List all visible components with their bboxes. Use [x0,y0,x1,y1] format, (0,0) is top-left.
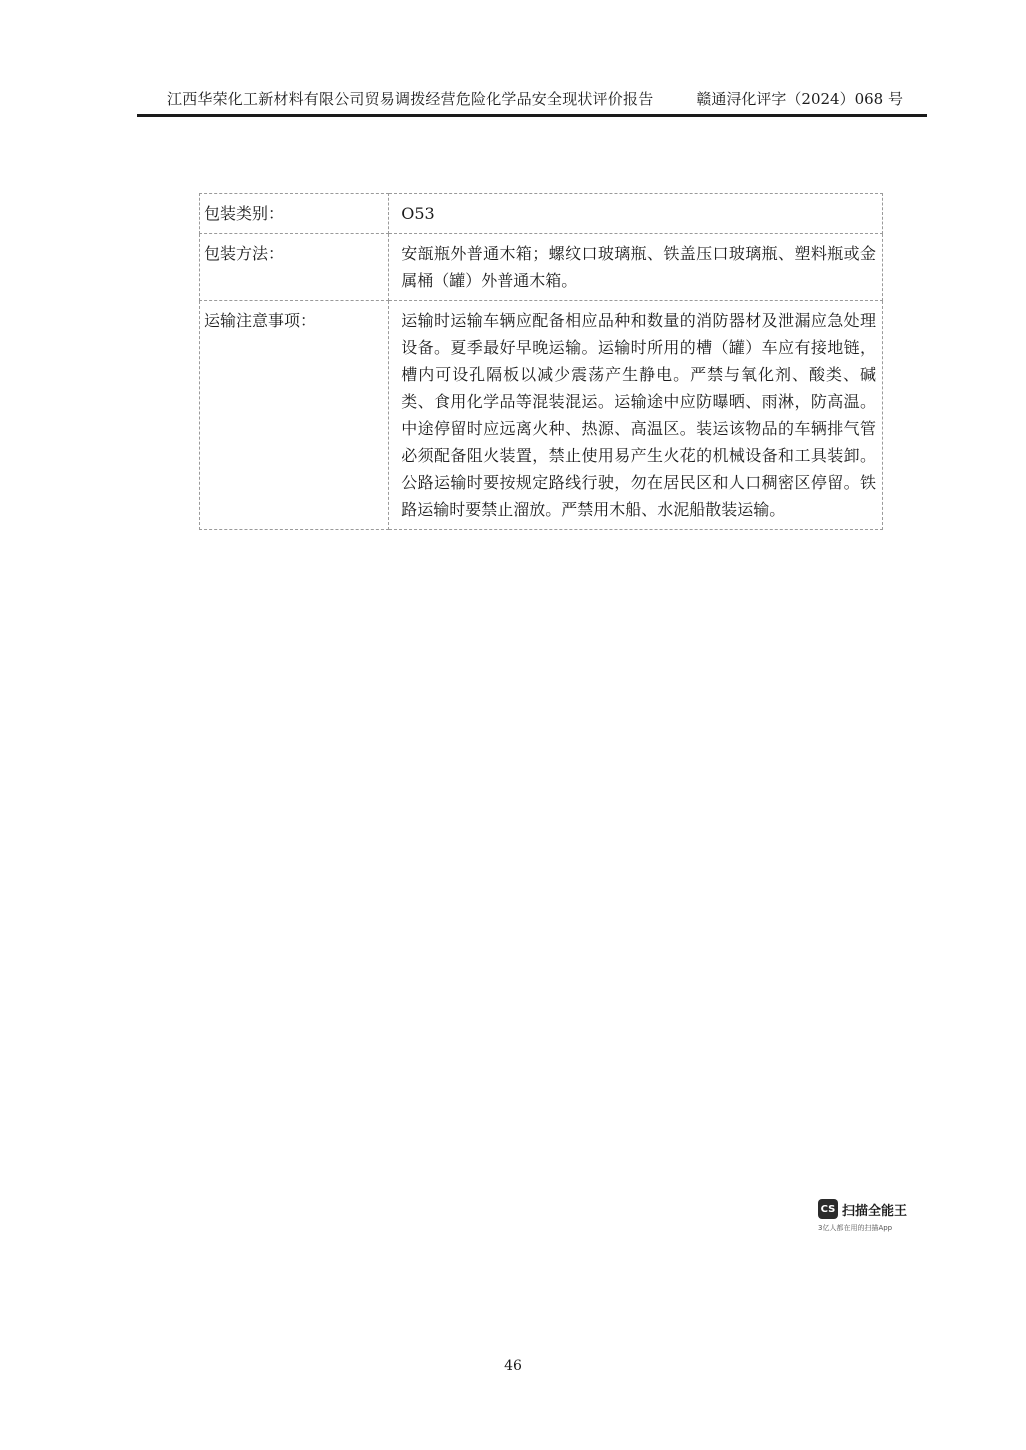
table-row [200,234,883,301]
report-title: 江西华荣化工新材料有限公司贸易调拨经营危险化学品安全现状评价报告 [167,90,654,108]
page-number: 46 [504,1358,522,1374]
row-label-packaging-category: 包装类别： [200,194,389,234]
row-value-transport-notes: 运输时运输车辆应配备相应品种和数量的消防器材及泄漏应急处理设备。夏季最好早晚运输。运输时所用的槽（罐）车应有接地链，槽内可设孔隔板以减少震荡产生静电。严禁与氧化剂、酸类、碱类、食用化学品等混装混运。运输途中应防曝晒、雨淋，防高温。中途停留时应远离火种、热源、高温区。装运该物品的车辆排气管必须配备阻火装置，禁止使用易产生火花的机械设备和工具装卸。公路运输时要按规定路线行驶，勿在居民区和人口稠密区停留。铁路运输时要禁止溜放。严禁用木船、水泥船散装运输。 [389,301,883,530]
table-row [200,194,883,234]
row-label-packaging-method: 包装方法： [200,234,389,301]
scanner-watermark [818,1199,928,1239]
properties-table [199,193,883,530]
row-value-packaging-category: O53 [389,194,883,234]
table-row [200,301,883,530]
row-value-packaging-method: 安瓿瓶外普通木箱；螺纹口玻璃瓶、铁盖压口玻璃瓶、塑料瓶或金属桶（罐）外普通木箱。 [389,234,883,301]
row-label-transport-notes: 运输注意事项： [200,301,389,530]
watermark-tagline: 3亿人都在用的扫描App [818,1224,893,1232]
camscanner-logo-icon: CS [818,1199,838,1219]
document-number: 赣通浔化评字（2024）068 号 [696,90,903,108]
page-header [137,88,927,117]
watermark-name: 扫描全能王 [842,1204,908,1219]
